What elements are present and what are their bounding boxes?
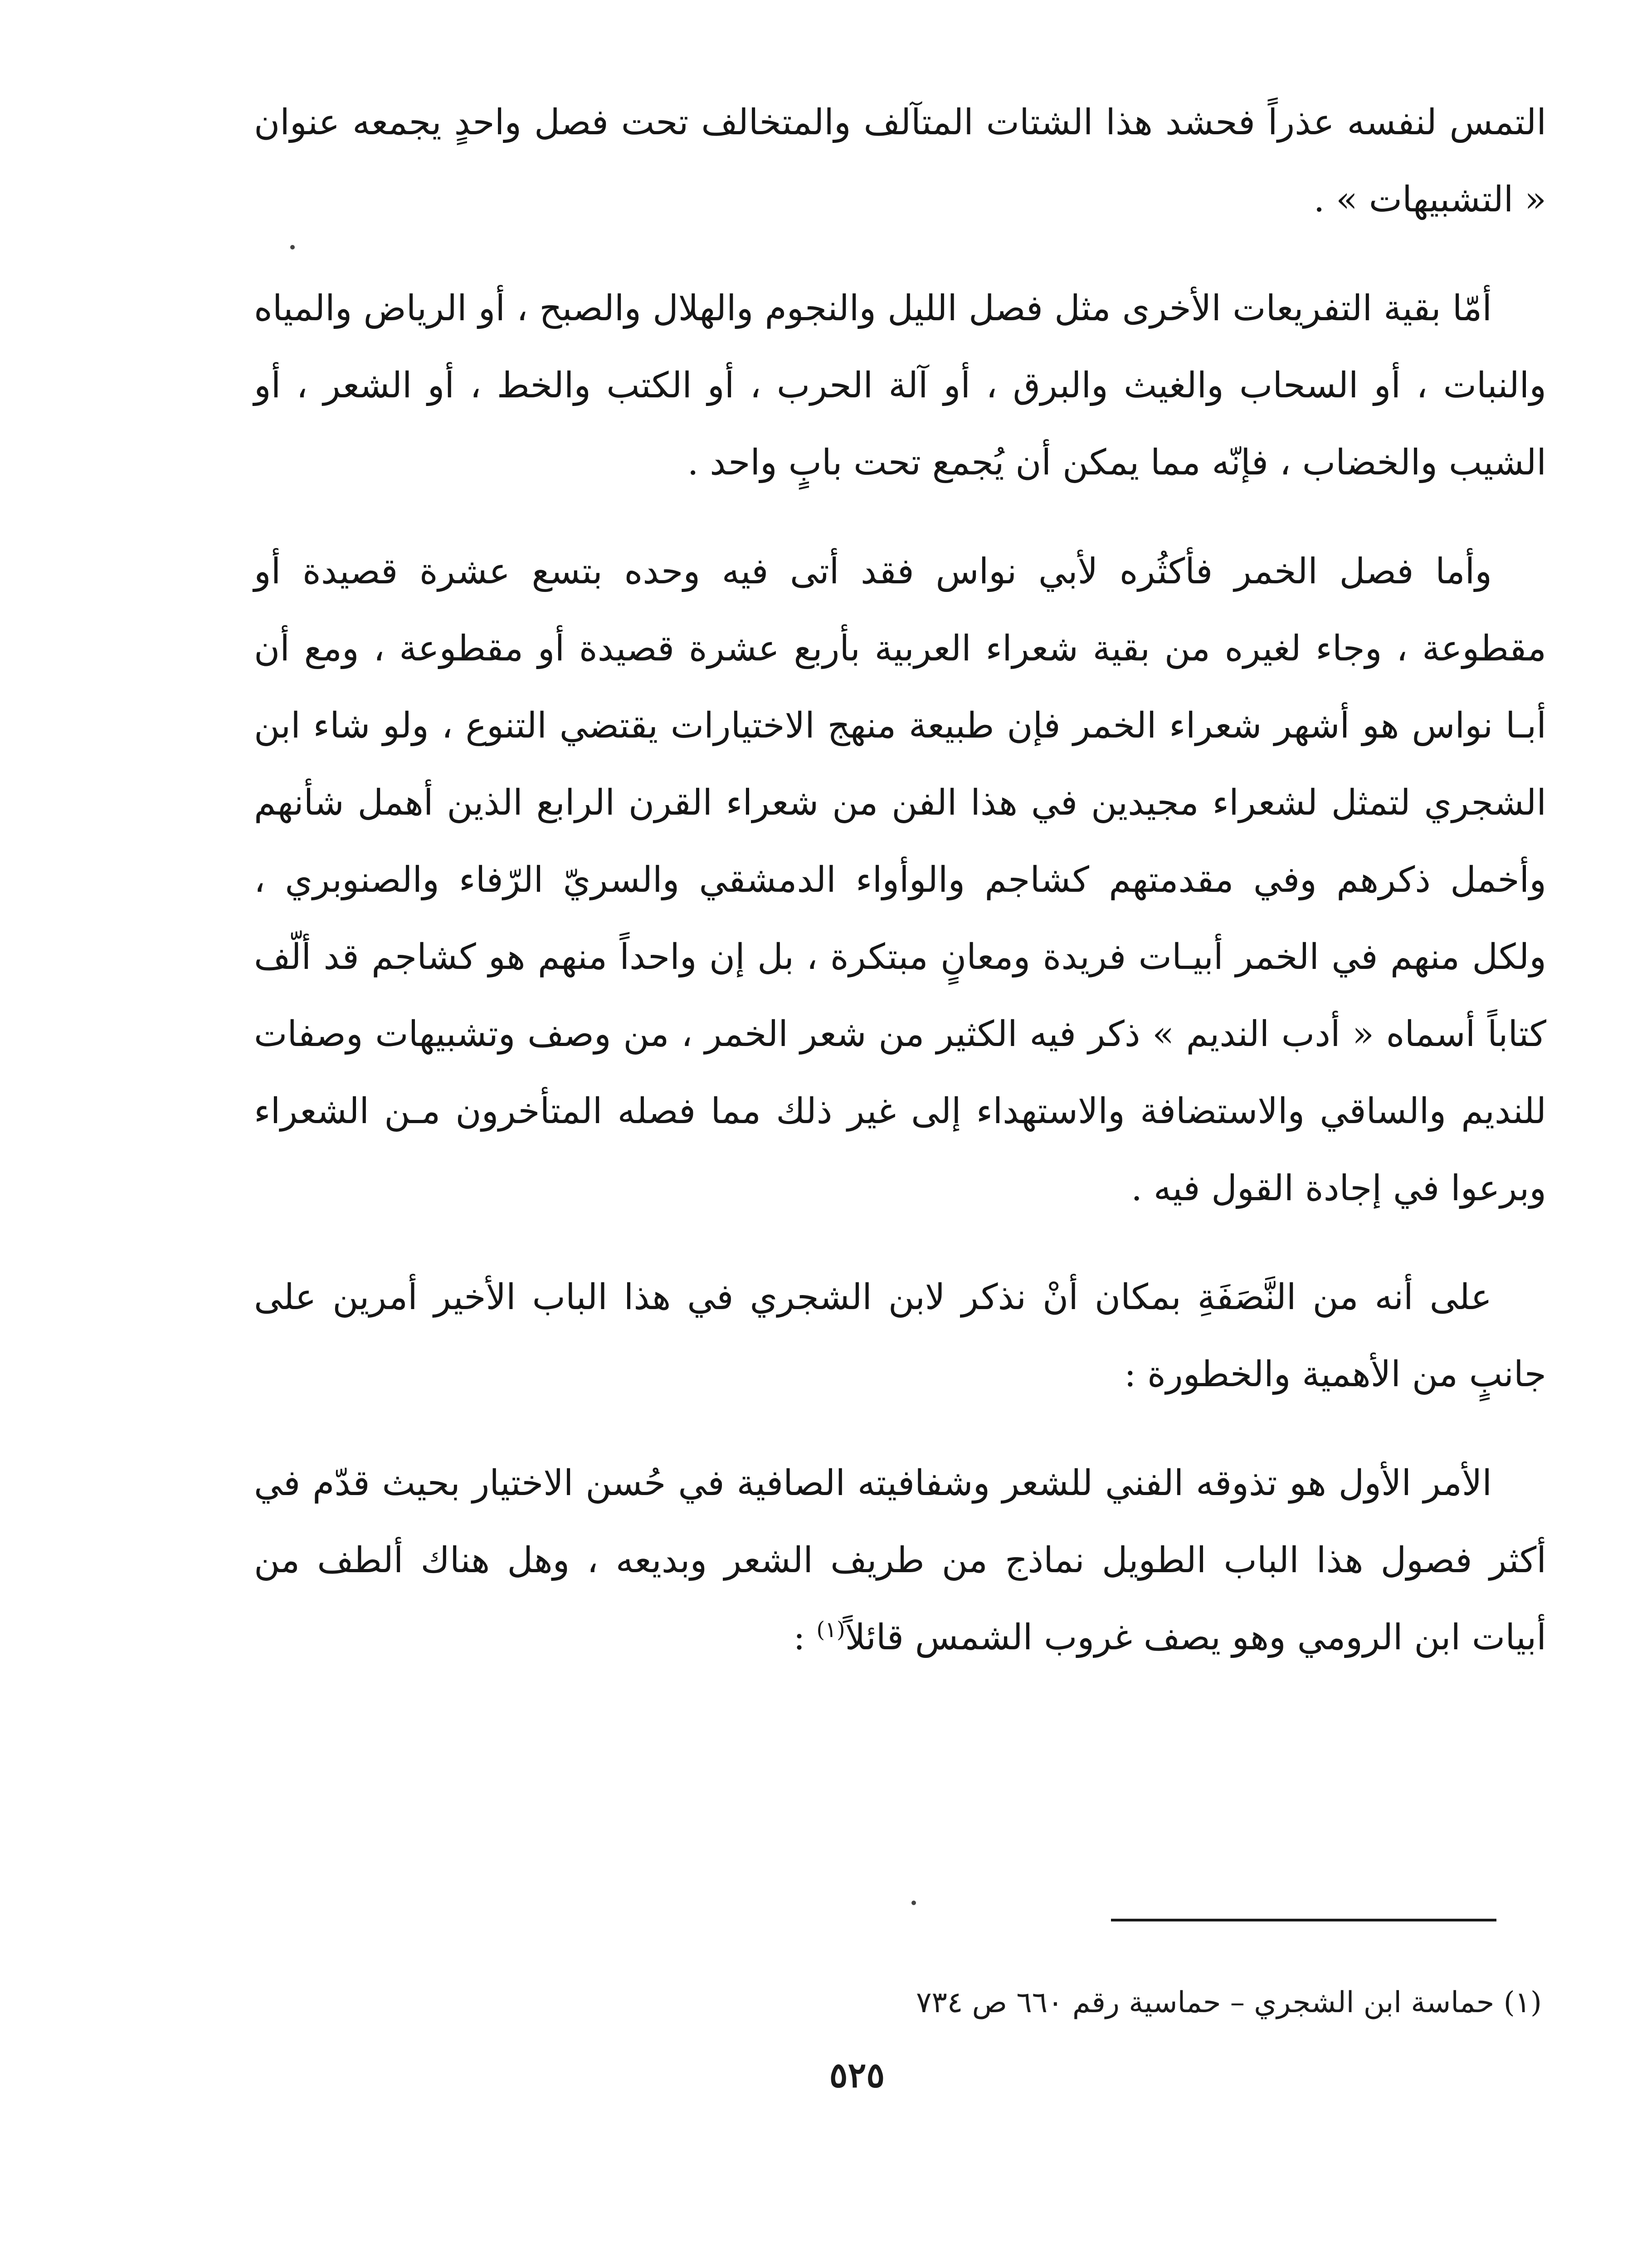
footnote-marker: (١)	[816, 1617, 845, 1642]
paragraph-5-trailing: :	[793, 1617, 817, 1658]
paragraph-3: وأما فصل الخمر فأكثُره لأبي نواس فقد أتى فيه وحده بتسع عشرة قصيدة أو مقطوعة ، وجاء لغيره من بقية شعراء العربية بأربع عشرة قصيدة أو مقطوعة ، ومع أن أبـا نواس هو أشهر شعراء الخمر فإن طبيعة منهج الاختيارات يقتضي التنوع ، ولو شاء ابن الشجري لتمثل لشعراء مجيدين في هذا الفن من شعراء القرن الرابع الذين أهمل شأنهم وأخمل ذكرهم وفي مقدمتهم كشاجم والوأواء الدمشقي والسريّ الرّفاء والصنوبري ، ولكل منهم في الخمر أبيـات فريدة ومعانٍ مبتكرة ، بل إن واحداً منهم هو كشاجم قد ألّف كتاباً أسماه « أدب النديم » ذكر فيه الكثير من شعر الخمر ، من وصف وتشبيهات وصفات للنديم والساقي والاستضافة والاستهداء إلى غير ذلك مما فصله المتأخرون مـن الشعراء وبرعوا في إجادة القول فيه .	[254, 551, 1546, 1209]
scan-speck	[911, 1901, 916, 1905]
main-text	[254, 84, 1546, 1676]
paragraph-4: على أنه من النَّصَفَةِ بمكان أنْ نذكر لابن الشجري في هذا الباب الأخير أمرين على جانبٍ من الأهمية والخطورة :	[254, 1277, 1546, 1395]
page-number: ٥٢٥	[829, 2055, 885, 2095]
footnote: (١) حماسة ابن الشجري – حماسية رقم ٦٦٠ ص ٧٣٤	[916, 1986, 1542, 2019]
paragraph-5-text: الأمر الأول هو تذوقه الفني للشعر وشفافيته الصافية في حُسن الاختيار بحيث قدّم في أكثر فصول هذا الباب الطويل نماذج من طريف الشعر وبديعه ، وهل هناك ألطف من أبيات ابن الرومي وهو يصف غروب الشمس قائلاً	[254, 1463, 1546, 1658]
scan-speck	[290, 245, 295, 249]
footnote-divider	[1111, 1919, 1496, 1921]
paragraph-2: أمّا بقية التفريعات الأخرى مثل فصل الليل والنجوم والهلال والصبح ، أو الرياض والمياه والنبات ، أو السحاب والغيث والبرق ، أو آلة الحرب ، أو الكتب والخط ، أو الشعر ، أو الشيب والخضاب ، فإنّه مما يمكن أن يُجمع تحت بابٍ واحد .	[254, 288, 1546, 483]
paragraph-5	[254, 1445, 1546, 1676]
paragraph-1: التمس لنفسه عذراً فحشد هذا الشتات المتآلف والمتخالف تحت فصل واحدٍ يجمعه عنوان « التشبيهات » .	[254, 102, 1546, 220]
